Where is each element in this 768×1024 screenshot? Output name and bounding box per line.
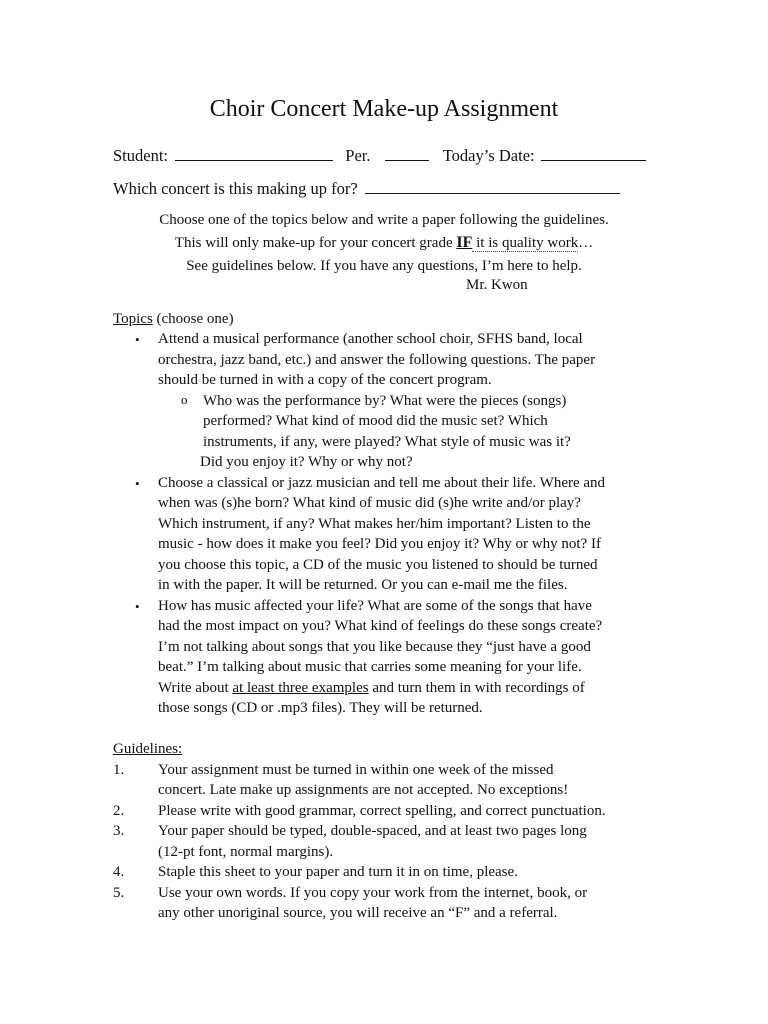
bullet-icon: • (135, 476, 140, 491)
topic-2-line: when was (s)he born? What kind of music did (s)he write and/or play? (158, 495, 581, 511)
student-blank[interactable] (175, 144, 333, 161)
topic-2-line: Choose a classical or jazz musician and tell me about their life. Where and (158, 475, 606, 491)
topic-2-line: Which instrument, if any? What makes her/him important? Listen to the (158, 516, 591, 532)
concert-label: Which concert is this making up for? (113, 179, 358, 198)
page-title: Choir Concert Make-up Assignment (209, 96, 559, 122)
topic-3-line: those songs (CD or .mp3 files). They will be returned. (158, 700, 483, 716)
topic-1-sub-line: performed? What kind of mood did the music set? Which (203, 413, 548, 429)
guideline-line: Please write with good grammar, correct spelling, and correct punctuation. (158, 803, 606, 819)
guideline-number: 2. (113, 803, 125, 819)
intro-line-1: Choose one of the topics below and write a paper following the guidelines. (159, 212, 609, 228)
if-emphasis: IF (456, 234, 473, 251)
intro-line-2-text: This will only make-up for your concert grade (174, 235, 457, 251)
topics-heading-note: (choose one) (152, 311, 234, 327)
three-examples-emphasis: at least three examples (232, 680, 369, 696)
guideline-line: (12-pt font, normal margins). (158, 844, 334, 860)
guideline-number: 1. (113, 762, 125, 778)
student-row (113, 144, 646, 166)
sub-bullet-icon: o (181, 392, 188, 407)
intro-line-3: See guidelines below. If you have any questions, I’m here to help. (186, 258, 582, 274)
guideline-line: Your assignment must be turned in within one week of the missed (158, 762, 554, 778)
topic-3-text: and turn them in with recordings of (368, 680, 585, 696)
period-label: Per. (345, 146, 371, 165)
topics-heading-label: Topics (113, 311, 153, 327)
period-blank[interactable] (385, 144, 429, 161)
topic-1-sub-line: instruments, if any, were played? What style of music was it? (203, 434, 571, 450)
guideline-line: any other unoriginal source, you will receive an “F” and a referral. (158, 905, 558, 921)
topic-2-line: you choose this topic, a CD of the music you listened to should be turned (158, 557, 598, 573)
date-blank[interactable] (541, 144, 646, 161)
topic-1-sub-line: Did you enjoy it? Why or why not? (200, 454, 413, 470)
teacher-signature: Mr. Kwon (466, 277, 528, 293)
guideline-line: Staple this sheet to your paper and turn it in on time, please. (158, 864, 518, 880)
guideline-number: 5. (113, 885, 125, 901)
guidelines-heading: Guidelines: (113, 741, 183, 757)
concert-row (113, 177, 620, 199)
guideline-line: Use your own words. If you copy your work from the internet, book, or (158, 885, 588, 901)
topic-2-line: music - how does it make you feel? Did you enjoy it? Why or why not? If (158, 536, 601, 552)
topic-1-line: orchestra, jazz band, etc.) and answer the following questions. The paper (158, 352, 596, 368)
guideline-line: Your paper should be typed, double-spaced, and at least two pages long (158, 823, 587, 839)
topic-3-line: I’m not talking about songs that you like because they “just have a good (158, 639, 591, 655)
topic-1-line: should be turned in with a copy of the concert program. (158, 372, 492, 388)
bullet-icon: • (135, 332, 140, 347)
student-label: Student: (113, 146, 169, 165)
topic-3-line: How has music affected your life? What are some of the songs that have (158, 598, 592, 614)
topic-3-line: beat.” I’m talking about music that carries some meaning for your life. (158, 659, 582, 675)
topic-2-line: in with the paper. It will be returned. Or you can e-mail me the files. (158, 577, 568, 593)
guideline-number: 4. (113, 864, 125, 880)
guideline-line: concert. Late make up assignments are not accepted. No exceptions! (158, 782, 569, 798)
bullet-icon: • (135, 599, 140, 614)
topic-1-line: Attend a musical performance (another school choir, SFHS band, local (158, 331, 583, 347)
intro-line-2 (0, 233, 768, 253)
concert-blank[interactable] (365, 177, 620, 194)
guideline-number: 3. (113, 823, 125, 839)
topic-3-text: Write about (158, 680, 233, 696)
topic-3-line: had the most impact on you? What kind of feelings do these songs create? (158, 618, 603, 634)
topic-1-sub-line: Who was the performance by? What were the pieces (songs) (203, 393, 567, 409)
ellipsis: … (578, 235, 594, 251)
date-label: Today’s Date: (442, 146, 535, 165)
topics-heading (113, 309, 234, 330)
topic-3-line (158, 678, 585, 699)
quality-work-text: it is quality work (472, 235, 579, 251)
